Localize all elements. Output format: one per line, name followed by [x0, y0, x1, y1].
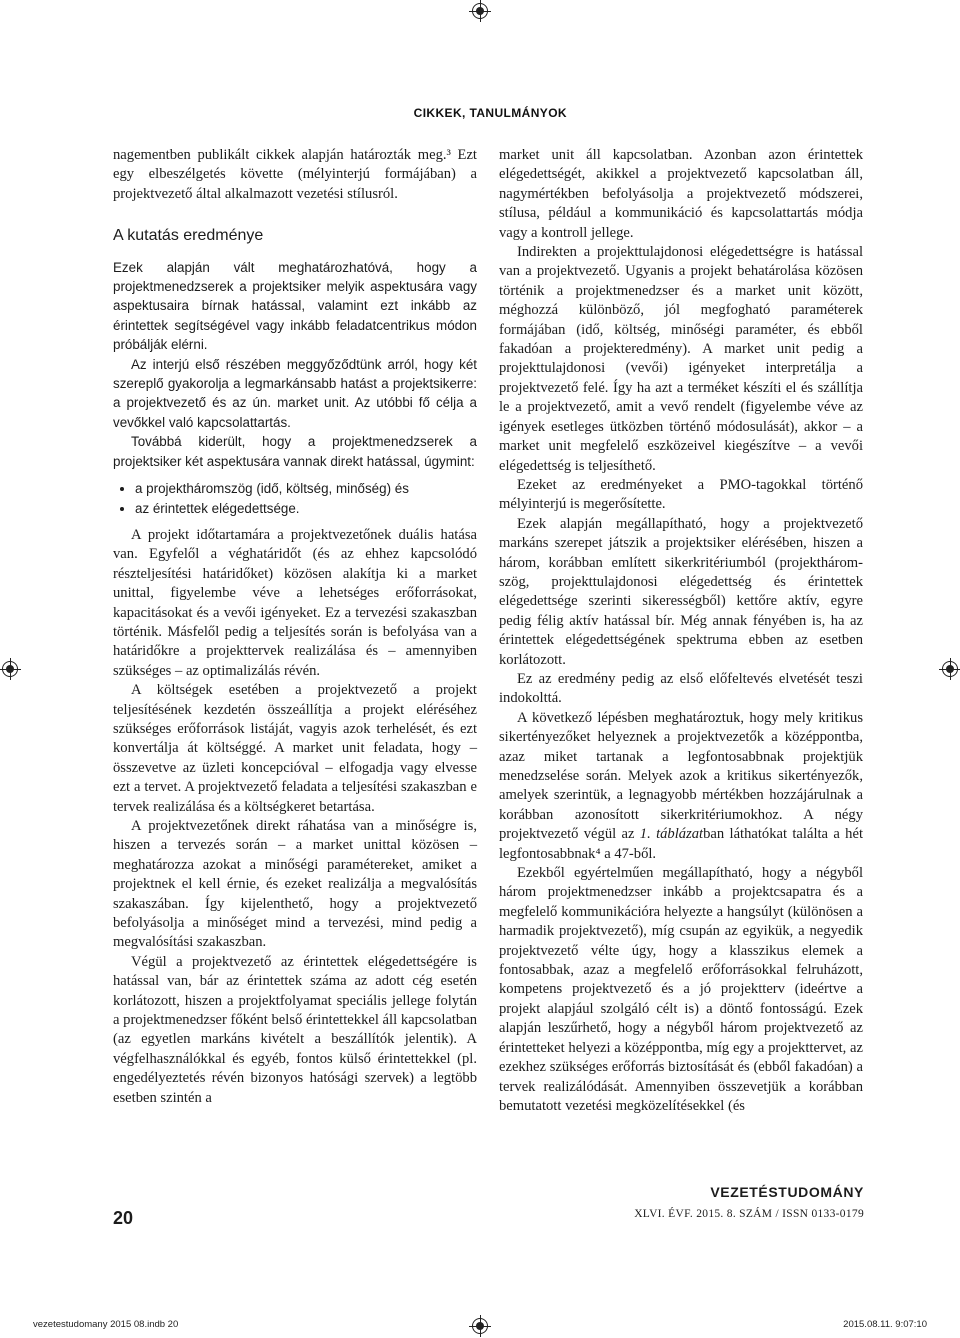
- paragraph: Végül a projektvezető az érintettek elégedettségére is hatással van, bár az érintettek száma az adott cég esetén korlátozott, hiszen a projektfolyamat speciális jellege folytán a projektmenedzser főként belső érintettekkel áll kapcsolatban (az egyetlen markáns kivételt a beszállítók jelentik). A végfelhasználókkal és egyéb, fontos külső érintettekkel (pl. engedélyeztetés révén bizonyos hatósági szervek) a legtöbb esetben szintén a: [113, 953, 477, 1106]
- journal-title: VEZETÉSTUDOMÁNY: [710, 1184, 864, 1200]
- list-item: • az érintettek elégedettsége.: [135, 499, 477, 518]
- list-item: • a projektháromszög (idő, költség, minőség) és: [135, 479, 477, 498]
- paragraph: Ezek alapján megállapítható, hogy a projektvezető markáns szerepet játszik a projektsiker elérésében, hiszen a három, korábban említett sikerkritériumból (projektháromszög, projekttulajdonosi elégedettség és érintettek elégedettsége szerinti sikerességből) kettőre aktív, egyre pedig félig aktív hatással bír. Még annak fényében is, ha az érintettek elégedettségének spektruma ebben az esetben korlátozott.: [499, 515, 863, 668]
- paragraph: A projekt időtartamára a projektvezetőnek duális hatása van. Egyfelől a véghatáridőt (és az ehhez kapcsolódó részteljesítési határidőket) közösen alakítja ki a market unittal, figyelembe véve a lehetséges erőforrásokat, kapacitásokat és a vevői igényeket. Ez a tervezési szakaszban történik. Másfelől pedig a teljesítés során is befolyása van a határidőkre a projekttervek realizálása és – amennyiben szükséges – az optimalizálás révén.: [113, 526, 477, 679]
- paragraph: Ezekből egyértelműen megállapítható, hogy a négyből három projektmenedzser inkább a projektcsapatra és a megfelelő kommunikációra helyezte a hangsúlyt (különösen a harmadik projektvezető), míg csupán az egyikük, a negyedik projektvezető vélte úgy, hogy a klasszikus elemek a fontosabbak, azaz a megfelelő erőforrásokkal felruházott, kompetens projektvezető és a jó projektterv (ideértve a projekt alapjául szolgáló célt is) a döntő fontosságú. Ezek alapján leszűrhető, hogy a négyből három projektvezető az érintetteket helyezi a középpontba, míg egy a projekttervet, az ezekhez szükséges erőforrás biztosítását és (ebből fakadóan) a tervek realizálódását. Amennyiben összevetjük a korábban bemutatott vezetési megközelítésekkel (és: [499, 865, 863, 1114]
- paragraph-text: ban láthatókat találta a hét legfontosabbnak⁴ a 47-ből.: [499, 826, 863, 862]
- table-reference: 1. táblázat: [639, 826, 704, 843]
- registration-mark-left-icon: [2, 661, 18, 677]
- paragraph-text: A következő lépésben meghatároztuk, hogy mely kritikus sikertényezőket helyeznek a projektvezetők a középpontba, azaz miket tartanak a legfontosabbnak projektjük menedzselése során. Melyek azok a kritikus sikertényezők, amelyek szerintük, a legnagyobb mértékben hozzájárulnak a korábban azonosított sikerkritériumokhoz. A négy projektvezető végül az: [499, 709, 863, 843]
- section-heading: A kutatás eredménye: [113, 227, 264, 245]
- paragraph: A projektvezetőnek direkt ráhatása van a minőségre is, hiszen a tervezés során – a market unittal közösen – meghatározza azokat a minőségi paramétereket, amiket a projektnek el kell érnie, és ezeket realizálja a megvalósítás szakaszában. Így kijelenthető, hogy a projektvezető befolyásolja a minőséget mind a tervezési, mind pedig a megvalósítási szakaszban.: [113, 818, 477, 951]
- paragraph: nagementben publikált cikkek alapján határozták meg.³ Ezt egy elbeszélgetés követte (mélyinterjú formájában) a projektvezető által alkalmazott vezetési stílusról.: [113, 147, 477, 202]
- left-column: [113, 146, 477, 1108]
- registration-mark-top-icon: [472, 3, 488, 19]
- print-slug-file: vezetestudomany 2015 08.indb 20: [33, 1319, 179, 1330]
- paragraph: Ezek alapján vált meghatározhatóvá, hogy a projektmenedzserek a projektsiker melyik aspektusára vagy aspektusaira bírnak hatással, valamint ezt inkább az érintettek segítségével vagy inkább feladatcentrikus módon próbálják elérni.: [113, 259, 477, 353]
- bullet-list: [113, 479, 477, 518]
- registration-mark-bottom-icon: [472, 1318, 488, 1334]
- paragraph: A költségek esetében a projektvezető a projekt teljesítésének kezdetén összeállítja a projekt eléréséhez szükséges erőforrások listáját, vagyis azok terhelését, és ezt konvertálja át költséggé. A market unit feladata, hogy – összevetve az üzleti koncepcióval – elfogadja vagy elvesse ezt a tervet. A projektvezető feladata a teljesítési szakaszban e tervek realizálása és a költségkeret betartása.: [113, 682, 477, 815]
- paragraph: Indirekten a projekttulajdonosi elégedettségre is hatással van a projektvezető. Ugyanis a projekt behatárolása közösen történik a projektmenedzser és a market unit között, méghozzá különböző, jól megfogható paraméterek formájában (idő, költség, minőségi paraméter, és ebből fakadóan a projekteredmény). A market unit pedig a projekttulajdonosi (vevői) igényeket interpretálja a projektvezető felé. Így ha azt a terméket készíti el és szállítja le a projektvezető, amit a vevő rendelt (figyelembe véve az igények esetleges ütközben történő módosulását), akkor – a market unit megfelelő eszközeivel kiegészítve – a vevői elégedettség is teljesíthető.: [499, 244, 863, 474]
- registration-mark-right-icon: [942, 661, 958, 677]
- paragraph: Továbbá kiderült, hogy a projektmenedzserek a projektsiker két aspektusára vannak direkt hatással, úgymint:: [113, 434, 477, 469]
- right-column: [499, 146, 863, 1116]
- print-slug-datetime: 2015.08.11. 9:07:10: [843, 1319, 927, 1330]
- paragraph: Az interjú első részében meggyőződtünk arról, hogy két szereplő gyakorolja a legmarkánsabb hatást a projektsikerre: a projektvezető és az ún. market unit. Az utóbbi fő célja a vevőkkel való kapcsolattartás.: [113, 356, 477, 430]
- paragraph: Ez az eredmény pedig az első előfeltevés elvetését teszi indokolttá.: [499, 670, 863, 707]
- paragraph: [499, 709, 863, 864]
- page-number: 20: [113, 1208, 134, 1228]
- paragraph: Ezeket az eredményeket a PMO-tagokkal történő mélyinterjú is megerősítette.: [499, 476, 863, 513]
- paragraph: market unit áll kapcsolatban. Azonban azon érintettek elégedettségét, akikkel a projektvezető kapcsolatban áll, nagymértékben befolyásolja a projektvezető módszerei, stílusa, például a kommunikáció és kapcsolattartás módja vagy a kontroll jellege.: [499, 147, 863, 241]
- section-header: CIKKEK, TANULMÁNYOK: [413, 106, 567, 120]
- issue-info: XLVI. ÉVF. 2015. 8. SZÁM / ISSN 0133-0179: [634, 1208, 864, 1220]
